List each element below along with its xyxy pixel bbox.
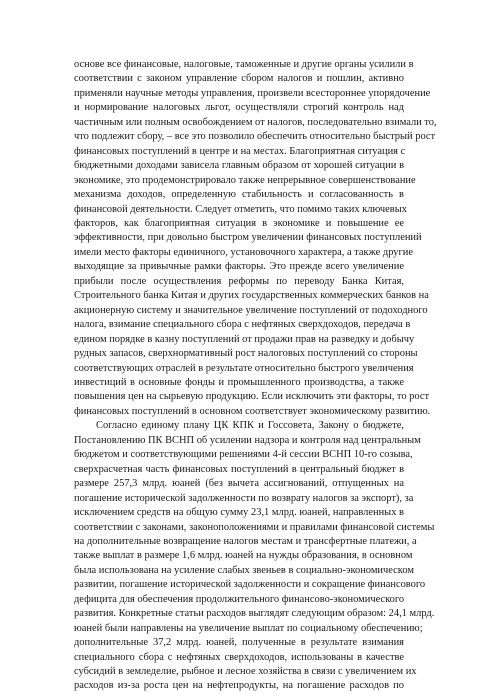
text-line: финансовых поступлений в центре и на местах. Благоприятная ситуация с	[74, 145, 406, 157]
text-line: имели место факторы единичного, установочного характера, а также другие	[74, 246, 414, 258]
text-line: прибыли после осуществления реформы по переводу Банка Китая,	[74, 275, 404, 287]
text-line: финансовой деятельности. Следует отметить, что помимо таких ключевых	[74, 203, 407, 215]
text-line: эффективности, при довольно быстром увеличении финансовых поступлений	[74, 232, 422, 244]
text-line: соответствии с законом управление сбором налогов и пошлин, активно	[74, 73, 404, 85]
text-line: механизма доходов, определенную стабильность и согласованность в	[74, 189, 404, 201]
text-line: дефицита для обеспечения продолжительного финансово-экономического	[74, 593, 405, 605]
text-line: развития. Конкретные статьи расходов выглядят следующим образом: 24,1 млрд.	[74, 608, 435, 620]
text-line: рудных запасов, сверхнормативный рост налоговых поступлений со стороны	[74, 348, 418, 360]
text-line: финансовых поступлений в основном соответствует экономическому развитию.	[74, 405, 431, 417]
text-line: выходящие за привычные рамки факторы. Это прежде всего увеличение	[74, 261, 404, 273]
text-line: применяли научные методы управления, произвели всестороннее упорядочение	[74, 87, 431, 99]
text-line: на дополнительные возвращение налогов местам и трансфертные платежи, а	[74, 535, 417, 547]
text-line: размере 257,3 млрд. юаней (без вычета ассигнований, отпущенных на	[74, 478, 404, 490]
text-line: основе все финансовые, налоговые, таможенные и другие органы усилили в	[74, 59, 414, 70]
text-line: юаней были направлены на увеличение выплат по социальному обеспечению;	[74, 622, 423, 634]
text-line: сверхрасчетная часть финансовых поступлений в центральный бюджет в	[74, 463, 404, 475]
text-line: субсидий в земледелие, рыбное и лесное хозяйства в связи с увеличением их	[74, 666, 417, 678]
text-line: также выплат в размере 1,6 млрд. юаней на нужды образования, в основном	[74, 550, 413, 562]
text-line: что подлежит сбору, – все это позволило обеспечить относительно быстрый рост	[74, 131, 436, 143]
text-line: Постановлению ПК ВСНП об усилении надзора и контроля над центральным	[74, 434, 421, 446]
text-line: инвестиций в основные фонды и промышленного производства, а также	[74, 376, 404, 388]
text-line: была использована на усиление слабых звеньев в социально-экономическом	[74, 564, 414, 576]
text-line: факторов, как благоприятная ситуация в экономике и повышение ее	[74, 217, 404, 229]
paragraph-budget-revenue	[74, 58, 437, 419]
text-line: экономике, это продемонстрировало также непрерывное совершенствование	[74, 174, 416, 186]
text-line: исключением средств на общую сумму 23,1 млрд. юаней, направленных в	[74, 507, 404, 519]
text-line: налога, взимание специального сбора с нефтяных сверхдоходов, передача в	[74, 319, 411, 331]
text-line: Строительного банка Китая и других государственных коммерческих банков на	[74, 290, 429, 302]
text-line: повышения цен на сырьевую продукцию. Если исключить эти факторы, то рост	[74, 391, 430, 403]
text-line: соответствии с законами, законоположениями и правилами финансовой системы	[74, 521, 435, 533]
text-line: бюджетом и соответствующими решениями 4-й сессии ВСНП 10-го созыва,	[74, 449, 413, 461]
text-line: бюджетными доходами зависела главным образом от хорошей ситуации в	[74, 160, 404, 172]
text-line: специального сбора с нефтяных сверхдоходов, использованы в качестве	[74, 651, 404, 663]
text-line: соответствующих отраслей в результате относительно быстрого увеличения	[74, 362, 414, 374]
text-line: развитии, погашение исторической задолженности и сокращение финансового	[74, 579, 426, 591]
text-line: и нормирование налоговых льгот, осуществляли строгий контроль над	[74, 102, 404, 114]
text-line: частичным или полным освобождением от налогов, последовательно взимали то,	[74, 116, 437, 128]
text-line: расходов из-за роста цен на нефтепродукты, на погашение расходов по	[74, 680, 404, 692]
text-line: дополнительные 37,2 млрд. юаней, полученные в результате взимания	[74, 637, 404, 649]
paragraph-budget-spending	[74, 419, 435, 694]
text-line: Согласно единому плану ЦК КПК и Госсовета, Закону о бюджете,	[96, 420, 404, 432]
text-line: едином порядке в казну поступлений от продажи прав на разведку и добычу	[74, 333, 415, 345]
text-line: погашение исторической задолженности по возврату налогов за экспорт), за	[74, 492, 414, 504]
text-line: акционерную систему и значительное увеличение поступлений от подоходного	[74, 304, 428, 316]
